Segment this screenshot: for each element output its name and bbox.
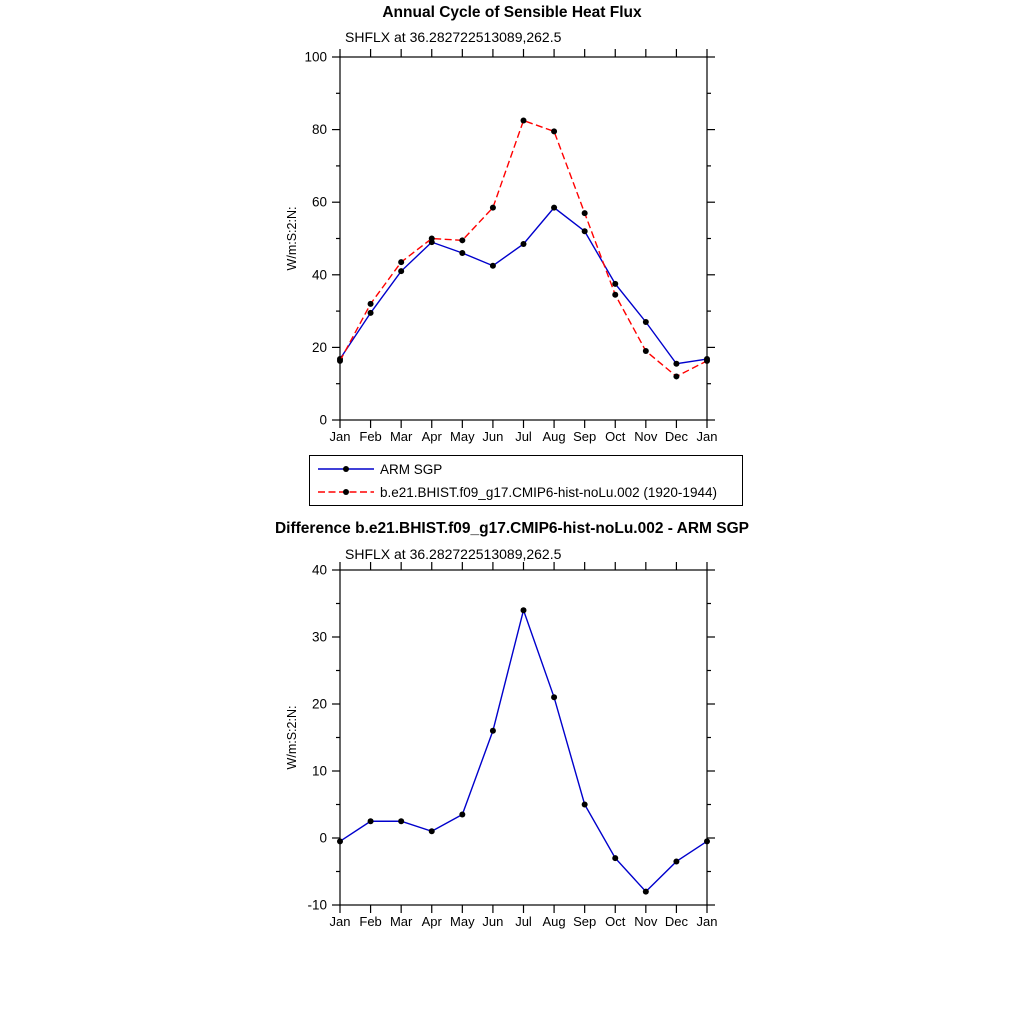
x-tick-label: Feb	[359, 914, 382, 929]
y-tick-label: 40	[311, 562, 327, 578]
data-point-marker	[612, 292, 618, 298]
data-point-marker	[459, 812, 465, 818]
data-point-marker	[521, 607, 527, 613]
data-point-marker	[368, 301, 374, 307]
legend-label: b.e21.BHIST.f09_g17.CMIP6-hist-noLu.002 (1920-1944)	[380, 484, 717, 500]
legend-line-sample	[317, 463, 375, 475]
x-tick-label: Oct	[605, 429, 626, 444]
data-point-marker	[673, 361, 679, 367]
data-point-marker	[582, 802, 588, 808]
data-point-marker	[490, 263, 496, 269]
legend-marker	[343, 489, 349, 495]
x-tick-label: Sep	[573, 914, 597, 929]
y-tick-label: 20	[311, 696, 327, 712]
x-tick-label: Dec	[664, 429, 688, 444]
legend-label: ARM SGP	[380, 461, 443, 477]
data-point-marker	[368, 818, 374, 824]
data-point-marker	[551, 205, 557, 211]
x-tick-label: Jul	[515, 914, 532, 929]
legend	[309, 455, 743, 506]
x-tick-label: Nov	[634, 429, 658, 444]
plot-frame	[340, 57, 707, 420]
y-tick-label: 40	[311, 267, 327, 283]
diff-chart-title: Difference b.e21.BHIST.f09_g17.CMIP6-hist-noLu.002 - ARM SGP	[274, 520, 749, 537]
x-tick-label: Aug	[542, 914, 566, 929]
data-point-marker	[337, 838, 343, 844]
y-tick-label: 20	[311, 339, 327, 355]
data-point-marker	[551, 694, 557, 700]
series-line-1	[340, 121, 707, 377]
data-point-marker	[521, 241, 527, 247]
x-tick-label: Jan	[696, 429, 718, 444]
y-tick-label: 60	[311, 194, 327, 210]
y-tick-label: -10	[307, 897, 327, 913]
y-tick-label: 0	[319, 830, 327, 846]
x-tick-label: Apr	[421, 914, 442, 929]
x-tick-label: Nov	[634, 914, 658, 929]
x-tick-label: Jun	[482, 914, 504, 929]
x-tick-label: Feb	[359, 429, 382, 444]
x-tick-label: Aug	[542, 429, 566, 444]
data-point-marker	[459, 237, 465, 243]
data-point-marker	[673, 373, 679, 379]
x-tick-label: Jan	[696, 914, 718, 929]
x-tick-label: Mar	[389, 914, 413, 929]
data-point-marker	[398, 268, 404, 274]
data-point-marker	[704, 838, 710, 844]
data-point-marker	[643, 348, 649, 354]
data-point-marker	[551, 128, 557, 134]
legend-marker	[343, 466, 349, 472]
data-point-marker	[398, 818, 404, 824]
data-point-marker	[521, 118, 527, 124]
data-point-marker	[490, 728, 496, 734]
data-point-marker	[673, 858, 679, 864]
data-point-marker	[582, 210, 588, 216]
x-tick-label: Jan	[329, 429, 351, 444]
data-point-marker	[337, 358, 343, 364]
y-tick-label: 10	[311, 763, 327, 779]
top-chart-title: Annual Cycle of Sensible Heat Flux	[382, 4, 642, 21]
legend-line-sample	[317, 486, 375, 498]
data-point-marker	[704, 358, 710, 364]
y-tick-label: 100	[304, 49, 327, 65]
x-tick-label: Apr	[421, 429, 442, 444]
data-point-marker	[429, 236, 435, 242]
data-point-marker	[582, 228, 588, 234]
data-point-marker	[612, 281, 618, 287]
diff-chart-subtitle: SHFLX at 36.282722513089,262.5	[345, 546, 562, 562]
y-tick-label: 30	[311, 629, 327, 645]
data-point-marker	[459, 250, 465, 256]
series-line-0	[340, 610, 707, 891]
x-tick-label: Oct	[605, 914, 626, 929]
x-tick-label: Sep	[573, 429, 597, 444]
x-tick-label: Mar	[389, 429, 413, 444]
y-tick-label: 0	[319, 412, 327, 428]
x-tick-label: Jul	[515, 429, 532, 444]
data-point-marker	[490, 205, 496, 211]
legend-entry	[317, 481, 742, 504]
x-tick-label: Jun	[482, 429, 504, 444]
data-point-marker	[398, 259, 404, 265]
data-point-marker	[429, 828, 435, 834]
x-tick-label: May	[450, 429, 475, 444]
legend-entry	[317, 458, 742, 481]
data-point-marker	[643, 319, 649, 325]
y-axis-label: W/m:S:2:N:	[285, 206, 299, 271]
data-point-marker	[368, 310, 374, 316]
y-axis-label: W/m:S:2:N:	[285, 705, 299, 770]
x-tick-label: May	[450, 914, 475, 929]
x-tick-label: Jan	[329, 914, 351, 929]
plot-frame	[340, 570, 707, 905]
top-chart-subtitle: SHFLX at 36.282722513089,262.5	[345, 29, 562, 45]
data-point-marker	[612, 855, 618, 861]
y-tick-label: 80	[311, 122, 327, 138]
series-line-0	[340, 208, 707, 364]
x-tick-label: Dec	[664, 914, 688, 929]
data-point-marker	[643, 889, 649, 895]
